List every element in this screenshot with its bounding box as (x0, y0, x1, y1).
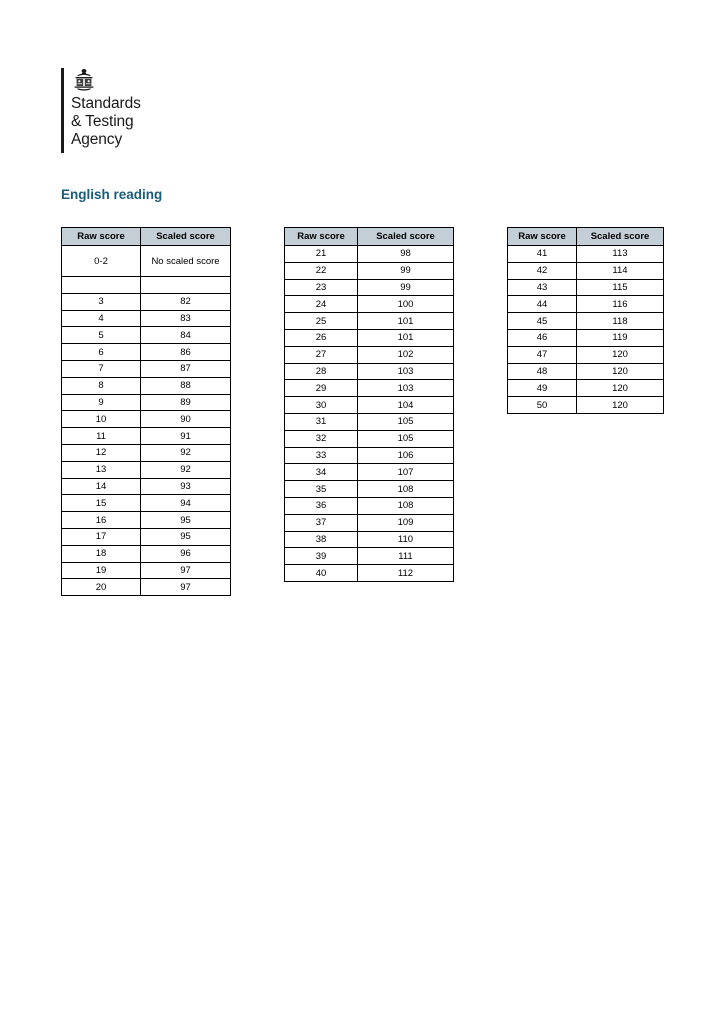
raw-score-cell: 26 (285, 329, 358, 346)
table-row (285, 246, 454, 263)
table-row (285, 296, 454, 313)
spacer-cell (62, 277, 141, 294)
table-row (285, 531, 454, 548)
table-row (62, 512, 231, 529)
scaled-score-cell: 100 (358, 296, 454, 313)
scaled-score-cell: 103 (358, 380, 454, 397)
raw-score-cell: 17 (62, 528, 141, 545)
spacer-cell (141, 277, 231, 294)
raw-score-cell: 10 (62, 411, 141, 428)
raw-score-cell: 40 (285, 565, 358, 582)
table-row (285, 313, 454, 330)
raw-score-cell: 27 (285, 346, 358, 363)
scaled-score-cell: 105 (358, 413, 454, 430)
raw-score-cell: 48 (508, 363, 577, 380)
table-row (62, 528, 231, 545)
scaled-score-cell: 106 (358, 447, 454, 464)
raw-score-cell: 46 (508, 329, 577, 346)
table-row (62, 461, 231, 478)
raw-score-cell: 41 (508, 246, 577, 263)
table-row (285, 413, 454, 430)
raw-score-cell: 31 (285, 413, 358, 430)
raw-score-cell: 30 (285, 397, 358, 414)
table-row (508, 363, 664, 380)
table-row (285, 346, 454, 363)
table-row (62, 327, 231, 344)
raw-score-cell: 24 (285, 296, 358, 313)
raw-score-cell: 34 (285, 464, 358, 481)
sta-logo (61, 68, 141, 153)
raw-score-cell: 15 (62, 495, 141, 512)
scaled-score-cell: 89 (141, 394, 231, 411)
table-row (62, 246, 231, 277)
table-row (285, 363, 454, 380)
scaled-score-cell: 107 (358, 464, 454, 481)
raw-score-cell: 44 (508, 296, 577, 313)
raw-score-cell: 9 (62, 394, 141, 411)
table-row (285, 262, 454, 279)
logo-line-2: & Testing (71, 113, 134, 130)
table-row (62, 377, 231, 394)
scaled-score-cell: 120 (577, 397, 664, 414)
scaled-score-cell: 99 (358, 279, 454, 296)
table-1-body (62, 246, 231, 596)
raw-score-cell: 28 (285, 363, 358, 380)
table-row (285, 565, 454, 582)
raw-score-cell: 3 (62, 293, 141, 310)
scaled-score-cell: 112 (358, 565, 454, 582)
table-row (62, 360, 231, 377)
column-header-scaled-score: Scaled score (141, 228, 231, 246)
table-row (285, 430, 454, 447)
column-header-scaled-score: Scaled score (358, 228, 454, 246)
raw-score-cell: 50 (508, 397, 577, 414)
raw-score-cell: 14 (62, 478, 141, 495)
table-row (285, 329, 454, 346)
table-header-row (285, 228, 454, 246)
scaled-score-cell: 103 (358, 363, 454, 380)
raw-score-cell: 37 (285, 514, 358, 531)
raw-score-cell: 6 (62, 344, 141, 361)
scaled-score-cell: 98 (358, 246, 454, 263)
raw-score-cell: 12 (62, 444, 141, 461)
table-row (62, 478, 231, 495)
scaled-score-cell: 93 (141, 478, 231, 495)
scaled-score-cell: 97 (141, 562, 231, 579)
table-row (285, 397, 454, 414)
table-row (285, 497, 454, 514)
scaled-score-cell: 87 (141, 360, 231, 377)
logo-vertical-bar (61, 68, 64, 153)
table-row (62, 310, 231, 327)
raw-score-cell: 25 (285, 313, 358, 330)
table-row (62, 428, 231, 445)
raw-score-cell: 20 (62, 579, 141, 596)
table-row (508, 346, 664, 363)
logo-line-1: Standards (71, 95, 141, 112)
raw-score-cell: 21 (285, 246, 358, 263)
scaled-score-cell: 86 (141, 344, 231, 361)
table-row (508, 397, 664, 414)
table-header-row (508, 228, 664, 246)
raw-score-cell: 32 (285, 430, 358, 447)
score-table-2 (284, 227, 454, 582)
raw-score-cell: 35 (285, 481, 358, 498)
scaled-score-cell: 119 (577, 329, 664, 346)
scaled-score-cell: 101 (358, 329, 454, 346)
scaled-score-cell: 99 (358, 262, 454, 279)
table-row (62, 344, 231, 361)
raw-score-cell: 33 (285, 447, 358, 464)
raw-score-cell: 38 (285, 531, 358, 548)
scaled-score-cell: 95 (141, 528, 231, 545)
scaled-score-cell: 92 (141, 461, 231, 478)
scaled-score-cell: 96 (141, 545, 231, 562)
scaled-score-cell: 84 (141, 327, 231, 344)
table-3-body (508, 246, 664, 414)
raw-score-cell: 29 (285, 380, 358, 397)
scaled-score-cell: 95 (141, 512, 231, 529)
scaled-score-cell: 118 (577, 313, 664, 330)
table-spacer-row (62, 277, 231, 294)
table-row (285, 548, 454, 565)
raw-score-cell: 11 (62, 428, 141, 445)
table-row (508, 279, 664, 296)
table-row (62, 579, 231, 596)
logo-line-3: Agency (71, 131, 123, 148)
table-row (62, 495, 231, 512)
scaled-score-cell: 120 (577, 346, 664, 363)
scaled-score-cell: 115 (577, 279, 664, 296)
table-row (285, 464, 454, 481)
scaled-score-cell: 105 (358, 430, 454, 447)
scaled-score-cell: 94 (141, 495, 231, 512)
raw-score-cell: 23 (285, 279, 358, 296)
table-row (62, 411, 231, 428)
raw-score-cell: 42 (508, 262, 577, 279)
table-row (508, 329, 664, 346)
raw-score-cell: 5 (62, 327, 141, 344)
raw-score-cell: 22 (285, 262, 358, 279)
scaled-score-cell: 114 (577, 262, 664, 279)
column-header-raw-score: Raw score (62, 228, 141, 246)
column-header-scaled-score: Scaled score (577, 228, 664, 246)
scaled-score-cell: 120 (577, 380, 664, 397)
raw-score-cell: 39 (285, 548, 358, 565)
royal-crest-icon (71, 68, 97, 92)
scaled-score-cell: 101 (358, 313, 454, 330)
table-row (285, 447, 454, 464)
column-header-raw-score: Raw score (285, 228, 358, 246)
score-table-1 (61, 227, 231, 596)
raw-score-cell: 47 (508, 346, 577, 363)
scaled-score-cell: 111 (358, 548, 454, 565)
raw-score-cell: 36 (285, 497, 358, 514)
column-header-raw-score: Raw score (508, 228, 577, 246)
scaled-score-cell: 82 (141, 293, 231, 310)
scaled-score-cell: 90 (141, 411, 231, 428)
raw-score-cell: 0-2 (62, 246, 141, 277)
scaled-score-cell: 88 (141, 377, 231, 394)
table-row (62, 444, 231, 461)
raw-score-cell: 7 (62, 360, 141, 377)
scaled-score-cell: 113 (577, 246, 664, 263)
page-title: English reading (61, 187, 163, 202)
raw-score-cell: 13 (62, 461, 141, 478)
scaled-score-cell: 120 (577, 363, 664, 380)
scaled-score-cell: 116 (577, 296, 664, 313)
scaled-score-cell: 83 (141, 310, 231, 327)
logo-content (71, 68, 141, 149)
table-row (285, 279, 454, 296)
raw-score-cell: 4 (62, 310, 141, 327)
table-row (508, 380, 664, 397)
raw-score-cell: 19 (62, 562, 141, 579)
table-row (508, 246, 664, 263)
table-row (62, 545, 231, 562)
scaled-score-cell: 108 (358, 497, 454, 514)
scaled-score-cell: 104 (358, 397, 454, 414)
table-2-body (285, 246, 454, 582)
raw-score-cell: 16 (62, 512, 141, 529)
raw-score-cell: 49 (508, 380, 577, 397)
raw-score-cell: 45 (508, 313, 577, 330)
raw-score-cell: 18 (62, 545, 141, 562)
table-row (285, 514, 454, 531)
table-row (508, 313, 664, 330)
scaled-score-cell: 102 (358, 346, 454, 363)
scaled-score-cell: 109 (358, 514, 454, 531)
scaled-score-cell: No scaled score (141, 246, 231, 277)
table-row (285, 481, 454, 498)
raw-score-cell: 8 (62, 377, 141, 394)
table-row (285, 380, 454, 397)
raw-score-cell: 43 (508, 279, 577, 296)
scaled-score-cell: 110 (358, 531, 454, 548)
scaled-score-cell: 97 (141, 579, 231, 596)
table-header-row (62, 228, 231, 246)
table-row (62, 394, 231, 411)
scaled-score-cell: 108 (358, 481, 454, 498)
table-row (508, 296, 664, 313)
score-table-3 (507, 227, 664, 414)
table-row (62, 562, 231, 579)
table-row (62, 293, 231, 310)
scaled-score-cell: 91 (141, 428, 231, 445)
scaled-score-cell: 92 (141, 444, 231, 461)
table-row (508, 262, 664, 279)
